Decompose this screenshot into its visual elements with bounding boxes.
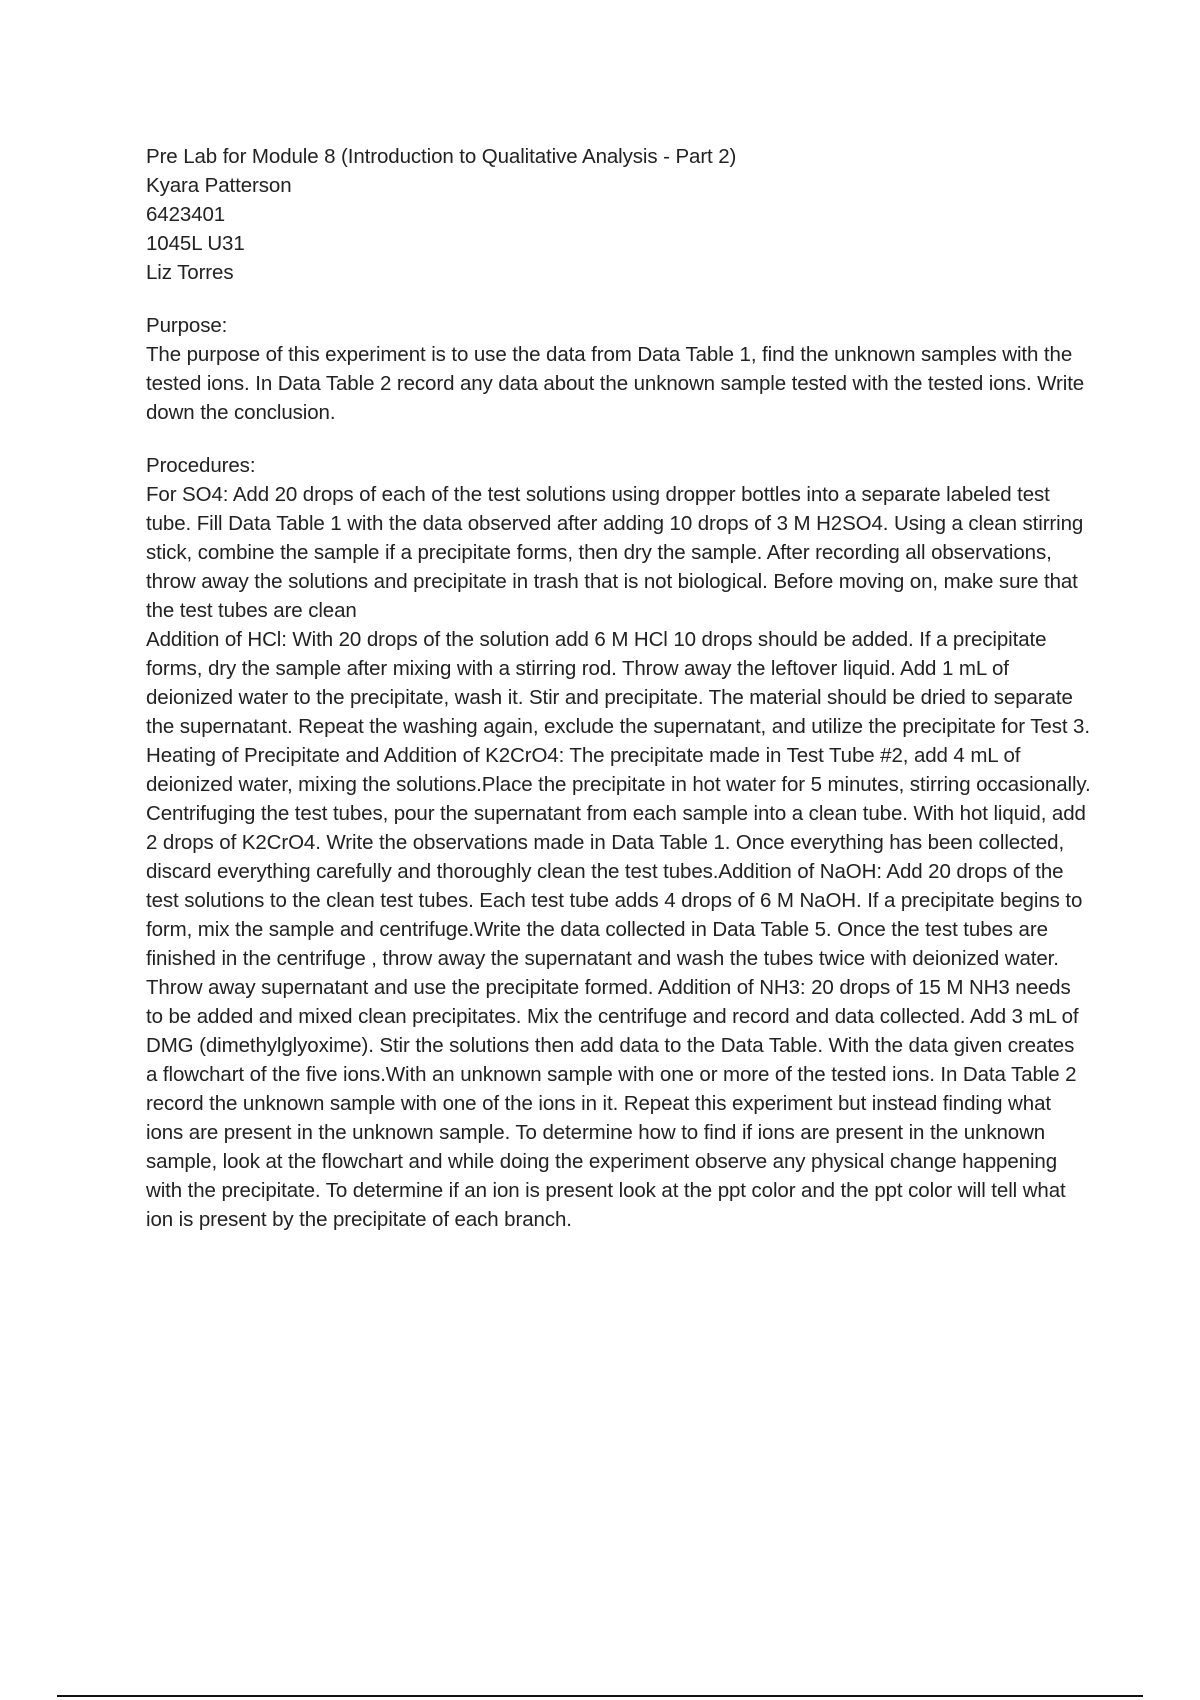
student-name: Kyara Patterson [146,174,292,197]
procedures-section [146,451,1091,1234]
instructor-name: Liz Torres [146,261,234,284]
spacer [146,287,1091,311]
student-id: 6423401 [146,203,226,226]
procedures-paragraph-so4: For SO4: Add 20 drops of each of the test solutions using dropper bottles into a separate labeled test tube. Fill Data Table 1 with the data observed after adding 10 drops of 3 M H2SO4. Using a clean stirring stick, combine the sample if a precipitate forms, then dry the sample. After recording all observations, throw away the solutions and precipitate in trash that is not biological. Before moving on, make sure that the test tubes are clean [146,483,1084,622]
document-header [146,142,1091,287]
spacer [146,427,1091,451]
course-section: 1045L U31 [146,232,245,255]
bottom-divider [57,1695,1143,1697]
purpose-heading: Purpose: [146,314,228,337]
document-title: Pre Lab for Module 8 (Introduction to Qualitative Analysis - Part 2) [146,145,737,168]
procedures-paragraph-hcl: Addition of HCl: With 20 drops of the solution add 6 M HCl 10 drops should be added. If a precipitate forms, dry the sample after mixing with a stirring rod. Throw away the leftover liquid. Add 1 mL of deionized water to the precipitate, wash it. Stir and precipitate. The material should be dried to separate the supernatant. Repeat the washing again, exclude the supernatant, and utilize the precipitate for Test 3. Heating of Precipitate and Addition of K2CrO4: The precipitate made in Test Tube #2, add 4 mL of deionized water, mixing the solutions.Place the precipitate in hot water for 5 minutes, stirring occasionally. Centrifuging the test tubes, pour the supernatant from each sample into a clean tube. With hot liquid, add 2 drops of K2CrO4. Write the observations made in Data Table 1. Once everything has been collected, discard everything carefully and thoroughly clean the test tubes.Addition of NaOH: Add 20 drops of the test solutions to the clean test tubes. Each test tube adds 4 drops of 6 M NaOH. If a precipitate begins to form, mix the sample and centrifuge.Write the data collected in Data Table 5. Once the test tubes are finished in the centrifuge , throw away the supernatant and wash the tubes twice with deionized water. Throw away supernatant and use the precipitate formed. Addition of NH3: 20 drops of 15 M NH3 needs to be added and mixed clean precipitates. Mix the centrifuge and record and data collected. Add 3 mL of DMG (dimethylglyoxime). Stir the solutions then add data to the Data Table. With the data given creates a flowchart of the five ions.With an unknown sample with one or more of the tested ions. In Data Table 2 record the unknown sample with one of the ions in it. Repeat this experiment but instead finding what ions are present in the unknown sample. To determine how to find if ions are present in the unknown sample, look at the flowchart and while doing the experiment observe any physical change happening with the precipitate. To determine if an ion is present look at the ppt color and the ppt color will tell what ion is present by the precipitate of each branch. [146,628,1091,1231]
document-page [146,142,1091,1234]
purpose-section [146,311,1091,427]
purpose-text: The purpose of this experiment is to use the data from Data Table 1, find the unknown samples with the tested ions. In Data Table 2 record any data about the unknown sample tested with the tested ions. Write down the conclusion. [146,343,1085,424]
procedures-heading: Procedures: [146,454,256,477]
